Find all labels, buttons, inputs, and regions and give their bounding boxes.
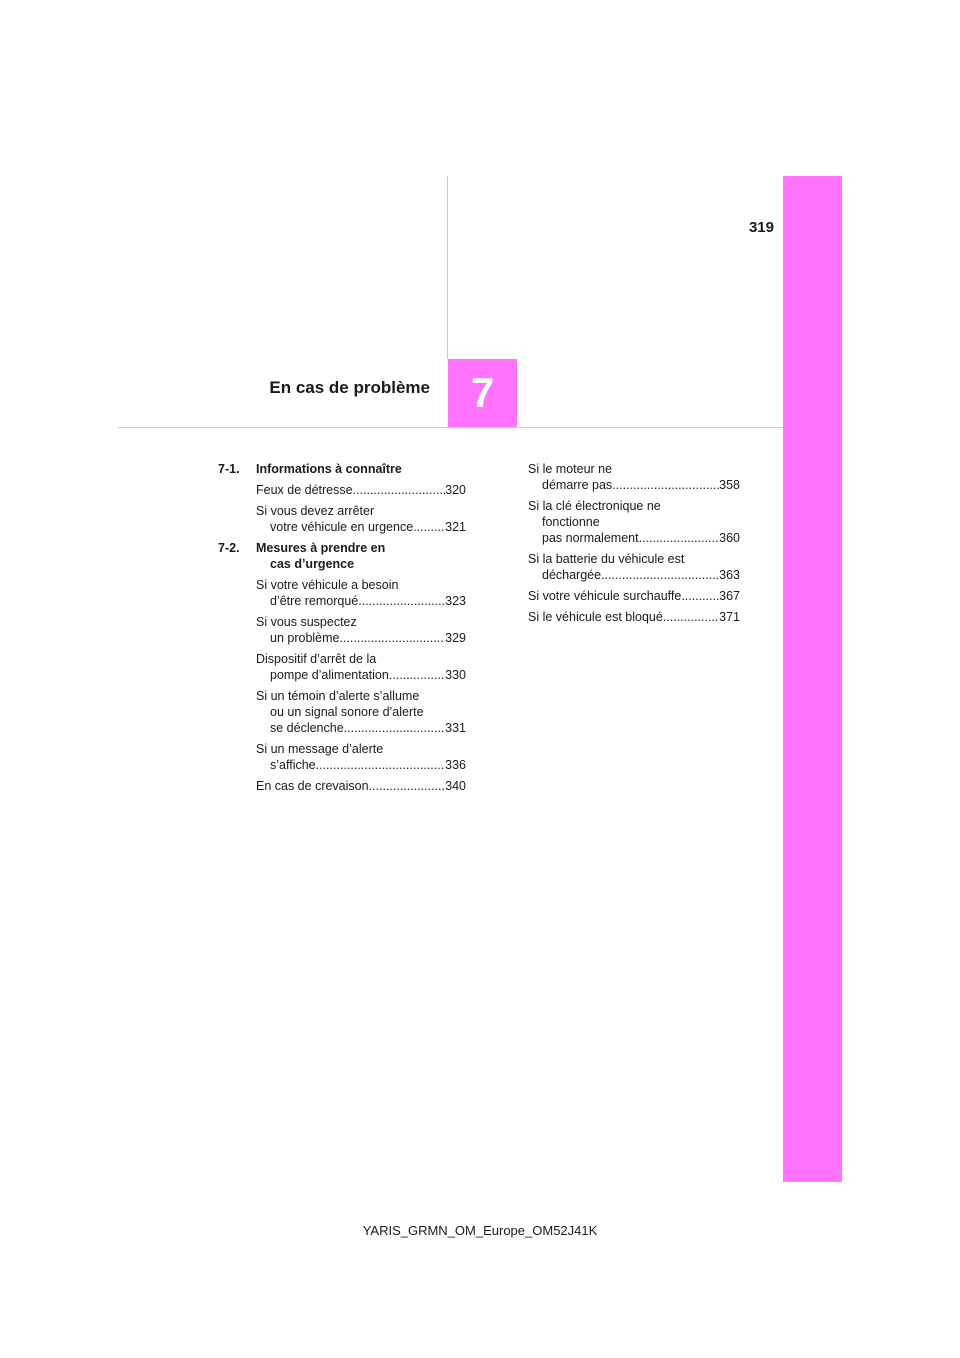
item-title: En cas de crevaison [256, 779, 369, 793]
page-number: 319 [748, 219, 774, 236]
item-title-line: Si un témoin d’alerte s’allume [256, 689, 420, 703]
item-title-line: votre véhicule en urgence [270, 520, 414, 534]
item-title-line: d’être remorqué [270, 594, 359, 608]
item-title-line: démarre pas [542, 478, 613, 492]
item-title-line: Si un message d’alerte [256, 742, 384, 756]
item-page: 330 [445, 668, 466, 682]
item-page: 358 [719, 478, 740, 492]
item-page: 329 [445, 631, 466, 645]
item-page: 321 [445, 520, 466, 534]
item-page: 360 [719, 531, 740, 545]
item-title: Feux de détresse [256, 483, 353, 497]
leader-dots [344, 720, 445, 736]
item-page: 363 [719, 568, 740, 582]
toc-item-remorque[interactable] [256, 577, 466, 609]
item-page: 323 [445, 594, 466, 608]
toc-item-surchauffe[interactable] [528, 588, 740, 604]
item-page: 331 [445, 721, 466, 735]
item-page: 320 [445, 483, 466, 497]
item-title-line: fonctionne [542, 515, 600, 529]
item-page: 371 [719, 610, 740, 624]
item-title-line: pompe d’alimentation [270, 668, 389, 682]
toc-item-cle-electronique[interactable] [528, 498, 740, 546]
toc-item-moteur[interactable] [528, 461, 740, 493]
chapter-title: En cas de problème [269, 378, 430, 397]
toc-section-7-2[interactable] [218, 540, 466, 572]
leader-dots [358, 593, 445, 609]
leader-dots [639, 530, 720, 546]
item-title: Si votre véhicule surchauffe [528, 589, 682, 603]
item-title-line: déchargée [542, 568, 602, 582]
item-page: 336 [445, 758, 466, 772]
section-title: Informations à connaître [256, 462, 402, 476]
section-title [256, 540, 466, 572]
chapter-side-tab [783, 176, 842, 1182]
leader-dots [413, 519, 445, 535]
item-title-line: un problème [270, 631, 340, 645]
toc-item-crevaison[interactable] [256, 778, 466, 794]
toc-item-arreter-vehicule[interactable] [256, 503, 466, 535]
toc-item-feux-de-detresse[interactable] [256, 482, 466, 498]
leader-dots [612, 477, 719, 493]
toc-left-column [218, 461, 466, 794]
toc-right-column [528, 461, 740, 625]
leader-dots [601, 567, 719, 583]
item-title-line: Si la batterie du véhicule est [528, 552, 685, 566]
toc-item-pompe[interactable] [256, 651, 466, 683]
leader-dots [663, 609, 719, 625]
header-horizontal-rule [118, 427, 783, 428]
item-title-line: Dispositif d’arrêt de la [256, 652, 377, 666]
section-title-line: Mesures à prendre en [256, 541, 386, 555]
leader-dots [340, 630, 446, 646]
item-page: 367 [719, 589, 740, 603]
item-title-line: Si la clé électronique ne [528, 499, 661, 513]
toc-item-bloque[interactable] [528, 609, 740, 625]
section-number: 7-2. [218, 541, 240, 555]
leader-dots [681, 588, 719, 604]
toc-item-probleme[interactable] [256, 614, 466, 646]
item-title-line: Si votre véhicule a besoin [256, 578, 399, 592]
leader-dots [353, 482, 446, 498]
item-title: Si le véhicule est bloqué [528, 610, 663, 624]
item-title-line: Si le moteur ne [528, 462, 613, 476]
chapter-number: 7 [470, 369, 495, 416]
item-title-line: se déclenche [270, 721, 344, 735]
section-title-line: cas d’urgence [270, 557, 355, 571]
leader-dots [316, 757, 446, 773]
item-title-line: pas normalement [542, 531, 639, 545]
toc-item-message-alerte[interactable] [256, 741, 466, 773]
chapter-number-box [448, 359, 517, 427]
item-title-line: s’affiche [270, 758, 316, 772]
item-page: 340 [445, 779, 466, 793]
document-footer-code: YARIS_GRMN_OM_Europe_OM52J41K [362, 1223, 598, 1238]
leader-dots [369, 778, 446, 794]
leader-dots [389, 667, 445, 683]
toc-item-batterie[interactable] [528, 551, 740, 583]
toc-item-temoin-alerte[interactable] [256, 688, 466, 736]
item-title-line: Si vous suspectez [256, 615, 357, 629]
item-title-line: ou un signal sonore d’alerte [270, 705, 424, 719]
item-title-line: Si vous devez arrêter [256, 504, 375, 518]
toc-section-7-1[interactable] [218, 461, 466, 477]
section-number: 7-1. [218, 462, 240, 476]
header-vertical-rule [447, 176, 448, 359]
